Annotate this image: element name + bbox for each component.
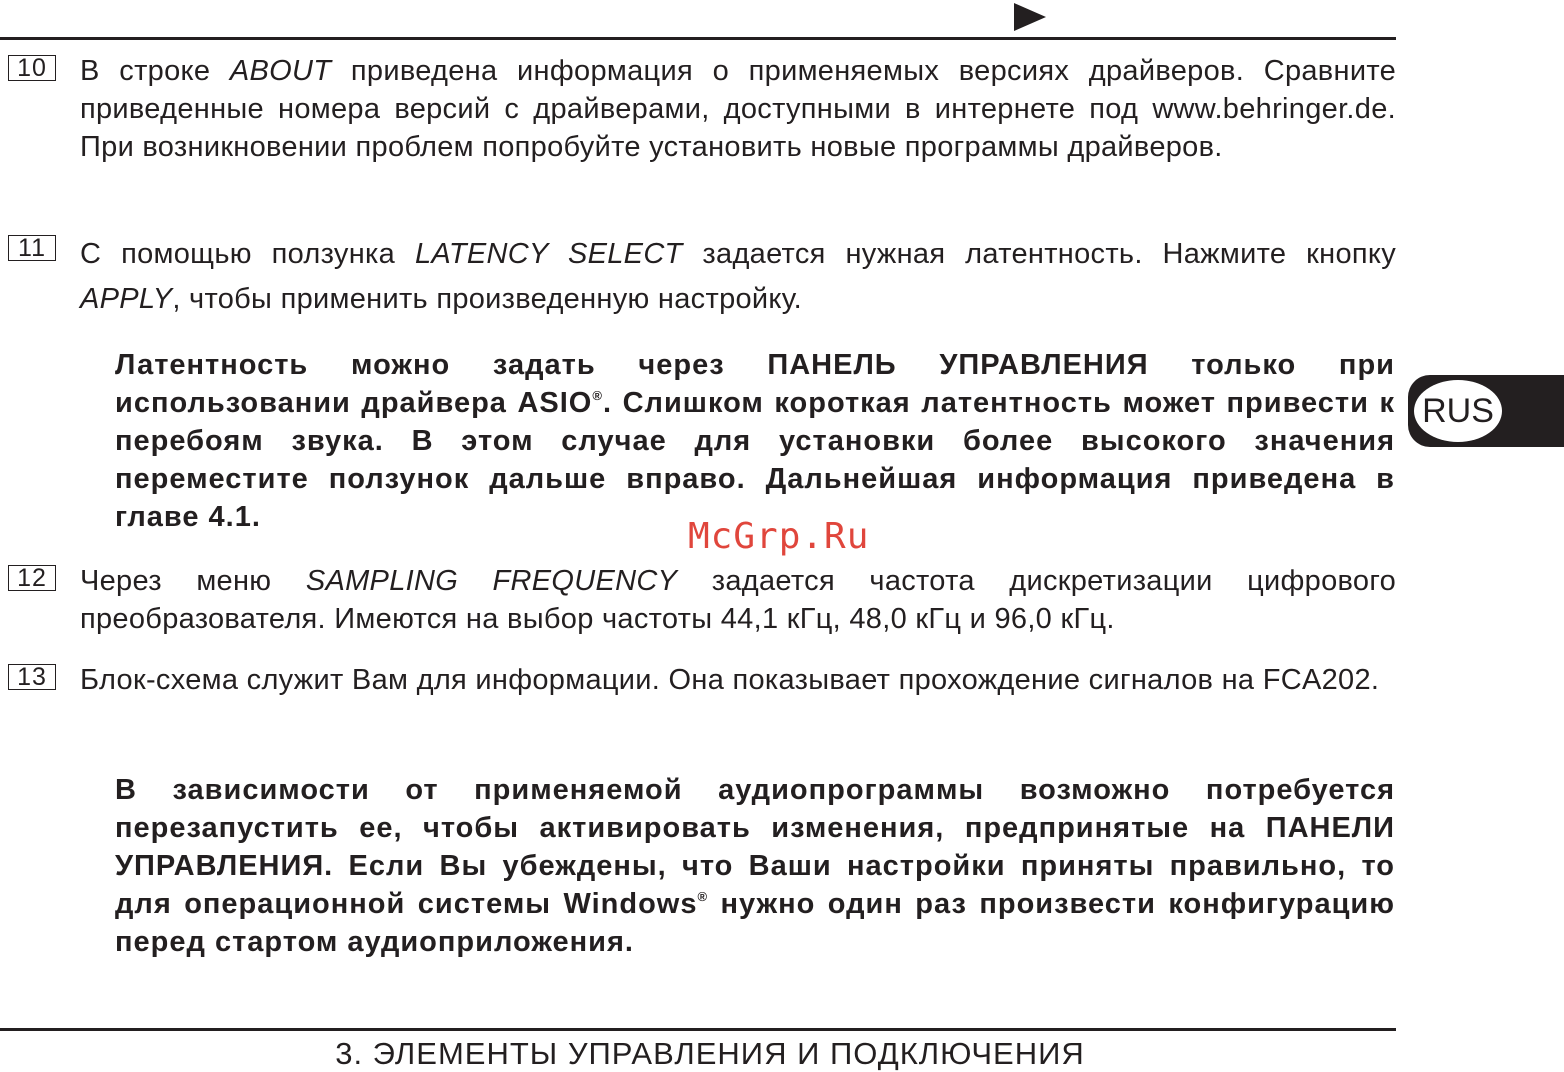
item-number-badge: 10	[8, 55, 56, 81]
top-rule	[0, 37, 1396, 40]
watermark: McGrp.Ru	[688, 516, 870, 557]
item-text: Через меню SAMPLING FREQUENCY задается частота дискретизации цифрового преобразователя. Имеются на выбор частоты 44,1 кГц, 48,0 кГц и 96,0 кГц.	[80, 565, 1396, 635]
list-item-13	[8, 661, 1396, 699]
list-item-10	[8, 52, 1396, 166]
language-label: RUS	[1414, 380, 1502, 442]
list-item-11	[8, 232, 1396, 322]
list-item-12	[8, 562, 1396, 638]
registered-mark: ®	[592, 388, 603, 403]
item-text: С помощью ползунка LATENCY SELECT задается нужная латентность. Нажмите кнопку APPLY, чтобы применить произведенную настройку.	[80, 238, 1396, 315]
note-restart: В зависимости от применяемой аудиопрограммы возможно потребуется перезапустить ее, чтобы активировать изменения, предпринятые на ПАНЕЛИ УПРАВЛЕНИЯ. Если Вы убеждены, что Ваши настройки приняты правильно, то для операционной системы Windows® нужно один раз произвести конфигурацию перед стартом аудиоприложения.	[115, 774, 1395, 958]
note-latency: Латентность можно задать через ПАНЕЛЬ УПРАВЛЕНИЯ только при использовании драйвера ASIO®. Слишком короткая латентность может привести к перебоям звука. В этом случае для установки более высокого значения переместите ползунок дальше вправо. Дальнейшая информация приведена в главе 4.1.	[115, 349, 1395, 533]
item-number-badge: 12	[8, 565, 56, 591]
ui-term-latency-select: LATENCY SELECT	[414, 238, 683, 270]
ui-term-about: ABOUT	[229, 55, 332, 87]
bottom-rule	[0, 1028, 1396, 1031]
item-number-badge: 11	[8, 235, 56, 261]
chapter-footer: 3. ЭЛЕМЕНТЫ УПРАВЛЕНИЯ И ПОДКЛЮЧЕНИЯ	[335, 1036, 1085, 1071]
continue-arrow-icon	[1014, 3, 1046, 31]
item-text: В строке ABOUT приведена информация о применяемых версиях драйверов. Сравните приведенные номера версий с драйверами, доступными в интернете под www.behringer.de. При возникновении проблем попробуйте установить новые программы драйверов.	[80, 55, 1397, 163]
language-tab	[1408, 375, 1564, 447]
item-text: Блок-схема служит Вам для информации. Она показывает прохождение сигналов на FCA202.	[80, 664, 1380, 696]
registered-mark: ®	[697, 889, 709, 904]
ui-term-apply: APPLY	[80, 283, 173, 315]
ui-term-sampling-frequency: SAMPLING FREQUENCY	[305, 565, 678, 597]
item-number-badge: 13	[8, 664, 56, 690]
